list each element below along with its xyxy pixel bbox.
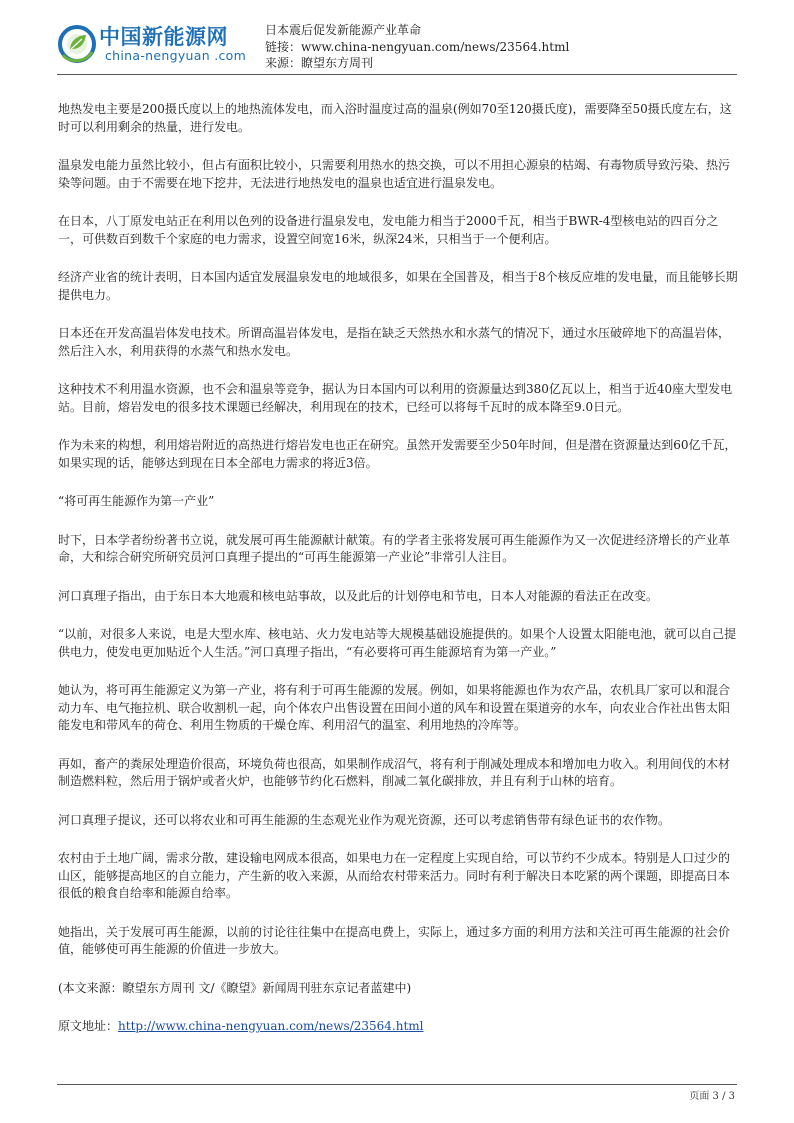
- green-globe-leaf-icon: [57, 22, 97, 66]
- header-divider: [57, 74, 737, 75]
- section-heading: “将可再生能源作为第一产业”: [58, 494, 215, 508]
- paragraph: 她指出，关于发展可再生能源，以前的讨论往往集中在提高电费上，实际上，通过多方面的利用方法和关注可再生能源的社会价值，能够使可再生能源的价值进一步放大。: [58, 924, 731, 956]
- paragraph: 农村由于土地广阔，需求分散，建设输电网成本很高，如果电力在一定程度上实现自给，可以节约不少成本。特别是人口过少的山区，能够提高地区的自立能力，产生新的收入来源，从而给农村带来活力。同时有利于解决日本吃紧的两个课题，即提高日本很低的粮食自给率和能源自给率。: [58, 851, 731, 900]
- footer-divider: [57, 1084, 737, 1085]
- paragraph: 河口真理子指出，由于东日本大地震和核电站事故，以及此后的计划停电和节电，日本人对能源的看法正在改变。: [58, 588, 659, 603]
- header-info: [265, 22, 569, 72]
- paragraph: 在日本，八丁原发电站正在利用以色列的设备进行温泉发电，发电能力相当于2000千瓦，相当于BWR-4型核电站的四百分之一，可供数百到数千个家庭的电力需求，设置空间宽16米，纵深24米，只相当于一个便利店。: [58, 214, 719, 246]
- paragraph: 经济产业省的统计表明，日本国内适宜发展温泉发电的地域很多，如果在全国普及，相当于8个核反应堆的发电量，而且能够长期提供电力。: [58, 270, 738, 302]
- original-address-label: 原文地址：: [58, 1019, 119, 1033]
- paragraph: 温泉发电能力虽然比较小，但占有面积比较小，只需要利用热水的热交换，可以不用担心源泉的枯竭、有毒物质导致污染、热污染等问题。由于不需要在地下挖井，无法进行地热发电的温泉也适宜进行温泉发电。: [58, 158, 731, 190]
- article-link-line: 链接：www.china-nengyuan.com/news/23564.html: [265, 39, 570, 54]
- page-header: [57, 20, 737, 72]
- paragraph: 再如，畜产的粪尿处理造价很高，环境负荷也很高，如果制作成沼气，将有利于削减处理成本和增加电力收入。利用间伐的木材制造燃料粒，然后用于锅炉或者火炉，也能够节约化石燃料，削减二氧化碳排放，并且有利于山林的培育。: [58, 756, 731, 788]
- paragraph: 地热发电主要是200摄氏度以上的地热流体发电，而入浴时温度过高的温泉(例如70至120摄氏度)，需要降至50摄氏度左右，这时可以利用剩余的热量，进行发电。: [58, 102, 732, 134]
- article-source-line: 来源：瞭望东方周刊: [265, 56, 374, 70]
- original-address: [58, 1018, 738, 1036]
- paragraph: 日本还在开发高温岩体发电技术。所谓高温岩体发电，是指在缺乏天然热水和水蒸气的情况下，通过水压破碎地下的高温岩体，然后注入水，利用获得的水蒸气和热水发电。: [58, 326, 731, 358]
- logo-name-en: china-nengyuan .com: [105, 48, 247, 63]
- paragraph: 时下，日本学者纷纷著书立说，就发展可再生能源献计献策。有的学者主张将发展可再生能源作为又一次促进经济增长的产业革命，大和综合研究所研究员河口真理子提出的“可再生能源第一产业论”非常引人注目。: [58, 532, 731, 564]
- article-body: [58, 101, 738, 1036]
- paragraph: 她认为，将可再生能源定义为第一产业，将有利于可再生能源的发展。例如，如果将能源也作为农产品，农机具厂家可以和混合动力车、电气拖拉机、联合收割机一起，向个体农户出售设置在田间小道的风车和设置在渠道旁的水车，向农业合作社出售太阳能发电和带风车的荷仓、利用生物质的干燥仓库、利用沼气的温室、利用地热的冷库等。: [58, 683, 731, 732]
- paragraph: 这种技术不利用温水资源，也不会和温泉等竞争，据认为日本国内可以利用的资源量达到380亿瓦以上，相当于近40座大型发电站。目前，熔岩发电的很多技术课题已经解决，利用现在的技术，已经可以将每千瓦时的成本降至9.0日元。: [58, 382, 733, 414]
- logo-name-cn: 中国新能源网: [99, 25, 228, 49]
- original-address-link[interactable]: http://www.china-nengyuan.com/news/23564.html: [118, 1019, 424, 1033]
- article-title: 日本震后促发新能源产业革命: [265, 23, 422, 37]
- page-number: 页面 3 / 3: [689, 1091, 735, 1102]
- site-logo[interactable]: [57, 20, 257, 72]
- source-credit: (本文来源：瞭望东方周刊 文/《瞭望》新闻周刊驻东京记者蓝建中): [58, 980, 412, 995]
- paragraph: 作为未来的构想，利用熔岩附近的高热进行熔岩发电也正在研究。虽然开发需要至少50年时间，但是潜在资源量达到60亿千瓦，如果实现的话，能够达到现在日本全部电力需求的将近3倍。: [58, 438, 737, 470]
- paragraph: 河口真理子提议，还可以将农业和可再生能源的生态观光业作为观光资源，还可以考虑销售带有绿色证书的农作物。: [58, 812, 671, 827]
- paragraph: “以前，对很多人来说，电是大型水库、核电站、火力发电站等大规模基础设施提供的。如果个人设置太阳能电池，就可以自己提供电力，使发电更加贴近个人生活。”河口真理子指出，“有必要将可再生能源培育为第一产业。”: [58, 627, 737, 659]
